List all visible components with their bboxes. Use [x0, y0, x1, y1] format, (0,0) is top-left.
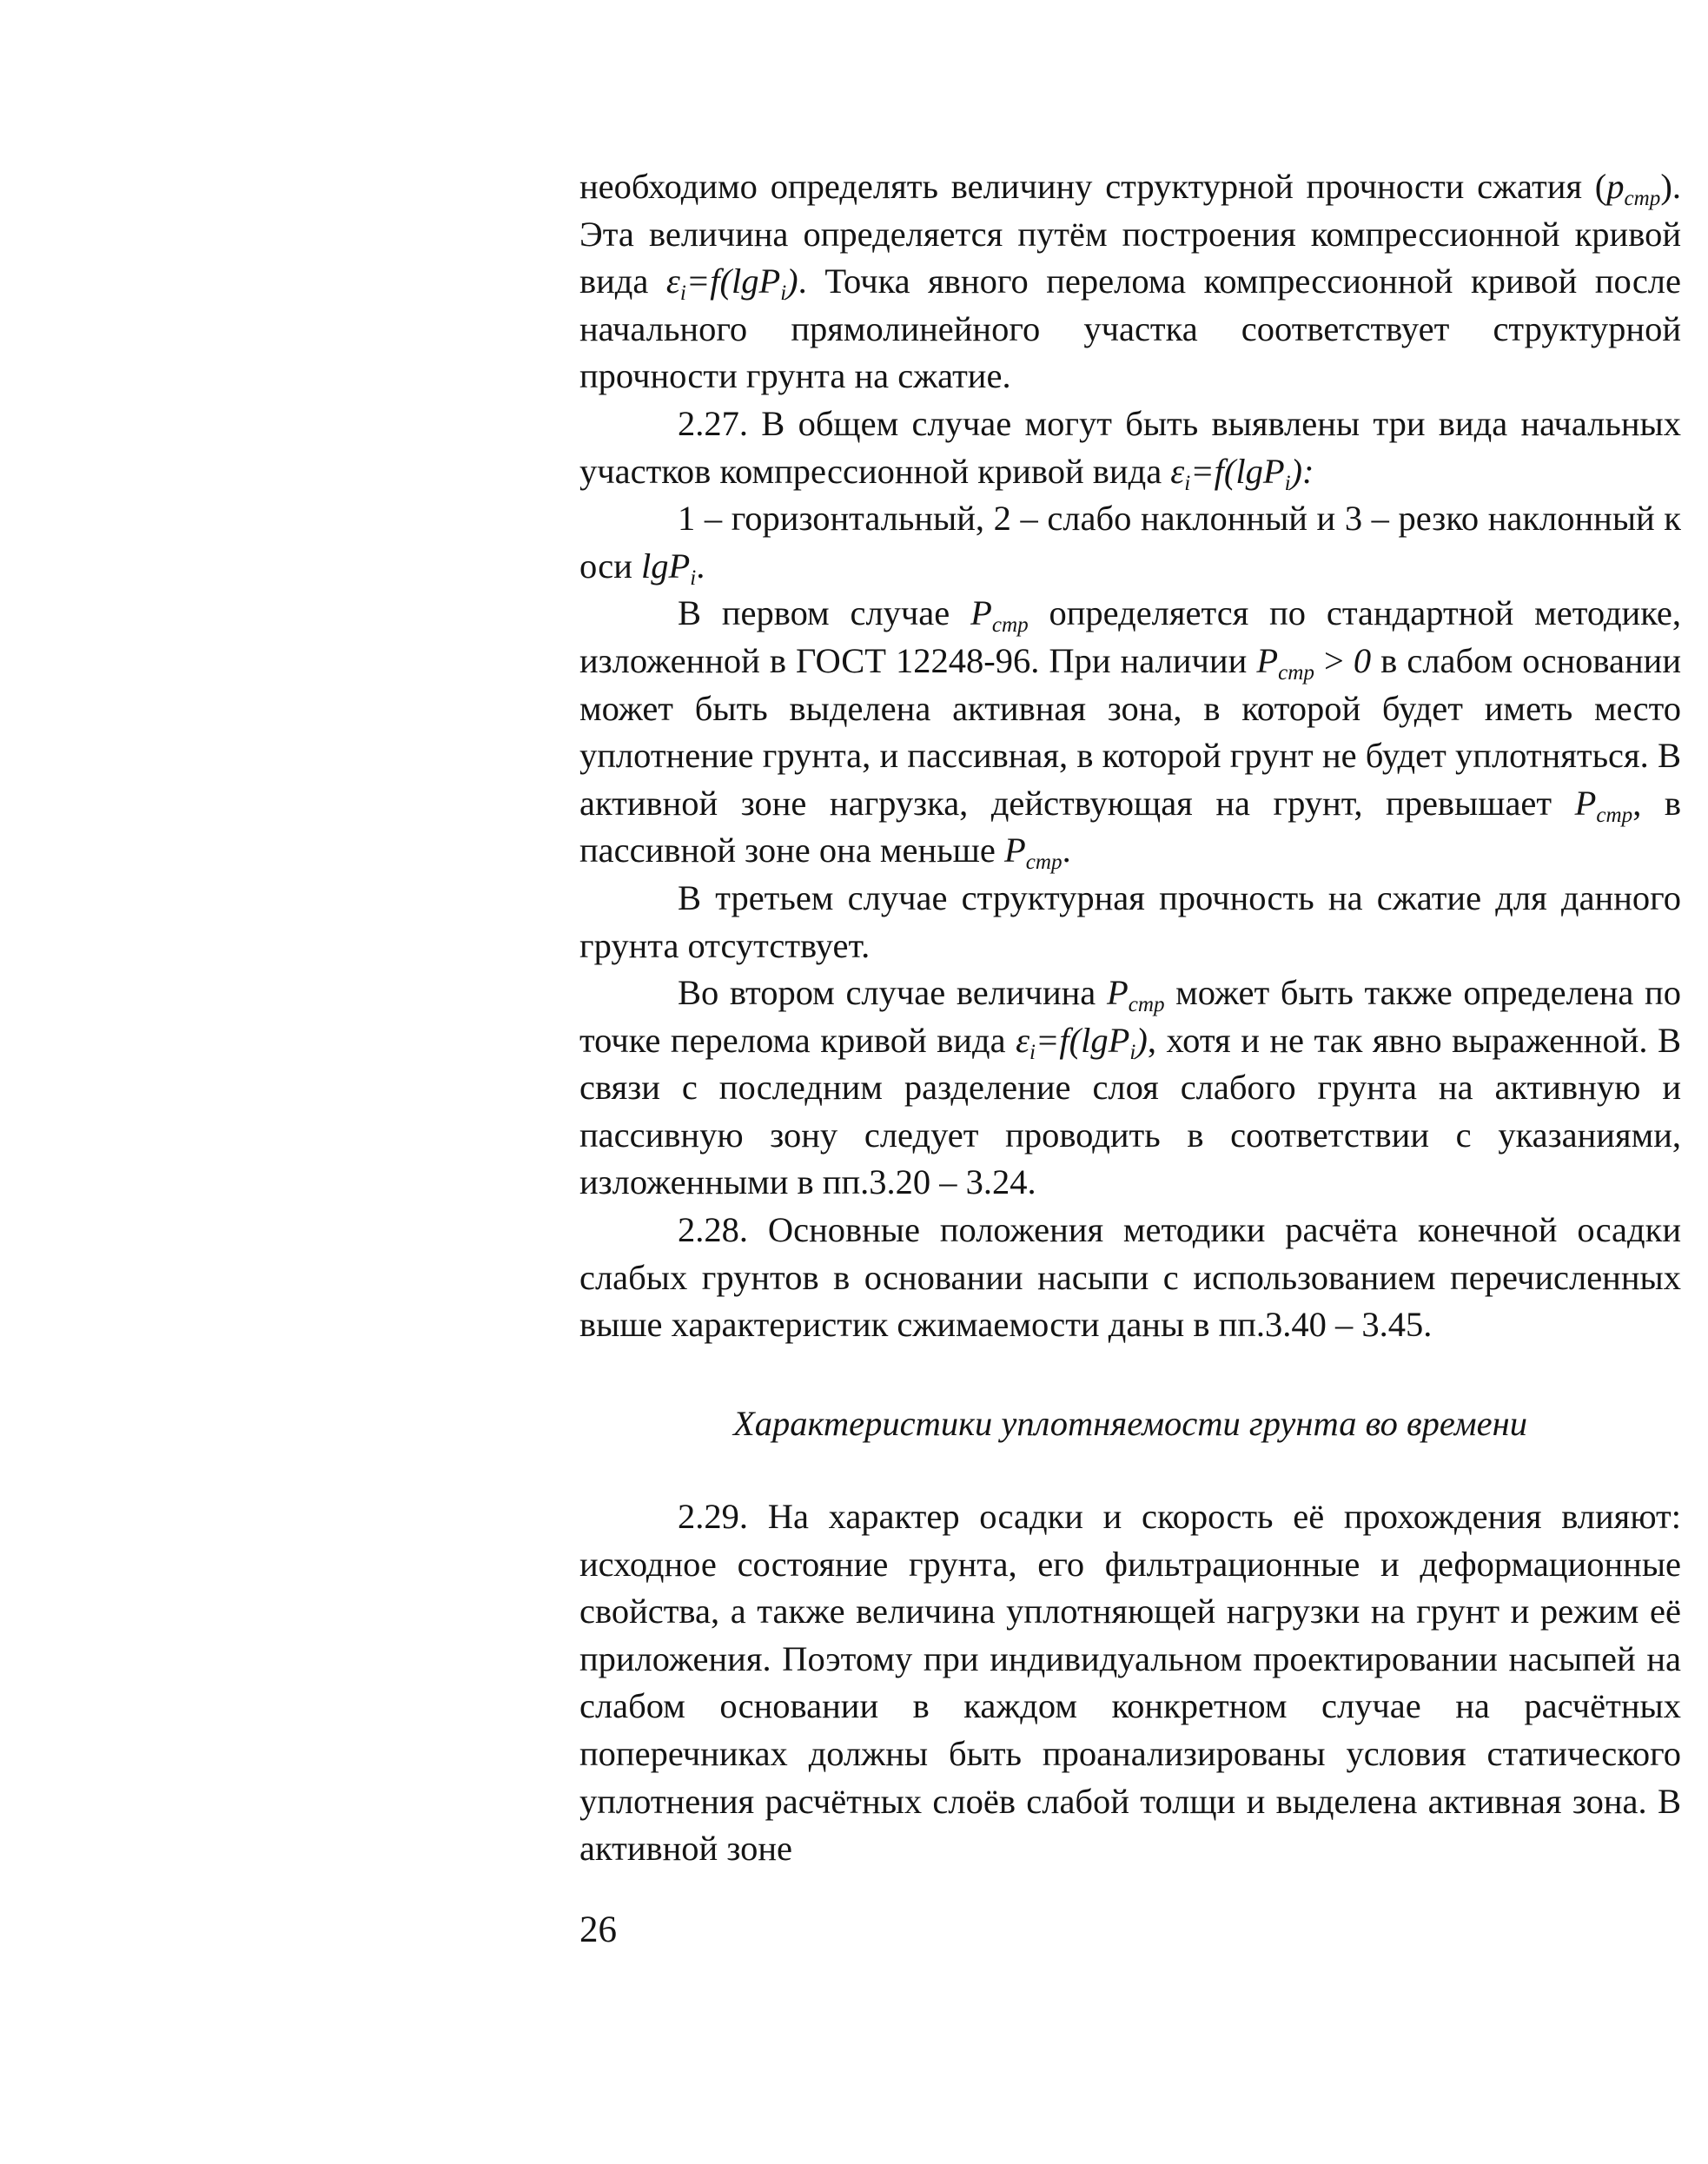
- formula: $\varepsilon_i=f(\lg P_i)$: [665, 261, 798, 306]
- body-text-upper: [579, 163, 1681, 1349]
- paragraph-first-case: В первом случае $P_{стр}$ определяется по стандартной методике, изложенной в ГОСТ 12248-96. При наличии $P_{стр} > 0$ в слабом основании может быть выделена активная зона, в которой будет иметь место уплотнение грунта, и пассивная, в которой грунт не будет уплотняться. В активной зоне нагрузка, действующая на грунт, превышает $P_{стр}$, в пассивной зоне она меньше $P_{стр}$.: [579, 593, 1682, 875]
- body-text-lower: [579, 1493, 1681, 1873]
- paragraph-2-27: 2.27. В общем случае могут быть выявлены три вида начальных участков компрессионной кривой вида $\varepsilon_i=f(\lg P_i)$:: [579, 403, 1681, 495]
- section-heading: Характеристики уплотняемости грунта во времени: [733, 1404, 1527, 1443]
- paragraph-third-case: В третьем случае структурная прочность на сжатие для данного грунта отсутствует.: [579, 877, 1681, 965]
- paragraph-2-28: 2.28. Основные положения методики расчёта конечной осадки слабых грунтов в основании насыпи с использованием перечисленных выше характеристик сжимаемости даны в пп.3.40 – 3.45.: [579, 1210, 1681, 1345]
- formula: $\varepsilon_i=f(\lg P_i)$:: [1170, 451, 1314, 495]
- formula: $\varepsilon_i=f(\lg P_i)$: [1016, 1020, 1148, 1064]
- paragraph-second-case: Во втором случае величина $P_{стр}$ может быть также определена по точке перелома кривой вида $\varepsilon_i=f(\lg P_i)$, хотя и не так явно выраженной. В связи с последним разделение слоя слабого грунта на активную и пассивную зону следует проводить в соответствии с указаниями, изложенными в пп.3.20 – 3.24.: [579, 973, 1681, 1202]
- page-number: 26: [579, 1909, 617, 1950]
- paragraph-structural-strength: необходимо определять величину структурной прочности сжатия $(p_{стр})$. Эта величина определяется путём построения компрессионной кривой вида $\varepsilon_i=f(\lg P_i)$. Точка явного перелома компрессионной кривой после начального прямолинейного участка соответствует структурной прочности грунта на сжатие.: [579, 167, 1681, 396]
- paragraph-2-29: 2.29. На характер осадки и скорость её прохождения влияют: исходное состояние грунта, его фильтрационные и деформационные свойства, а также величина уплотняющей нагрузки на грунт и режим её приложения. Поэтому при индивидуальном проектировании насыпей на слабом основании в каждом конкретном случае на расчётных поперечниках должны быть проанализированы условия статического уплотнения расчётных слоёв слабой толщи и выделена активная зона. В активной зоне: [579, 1497, 1681, 1869]
- paragraph-curve-types: 1 – горизонтальный, 2 – слабо наклонный и 3 – резко наклонный к оси lgP$_i$.: [579, 499, 1681, 590]
